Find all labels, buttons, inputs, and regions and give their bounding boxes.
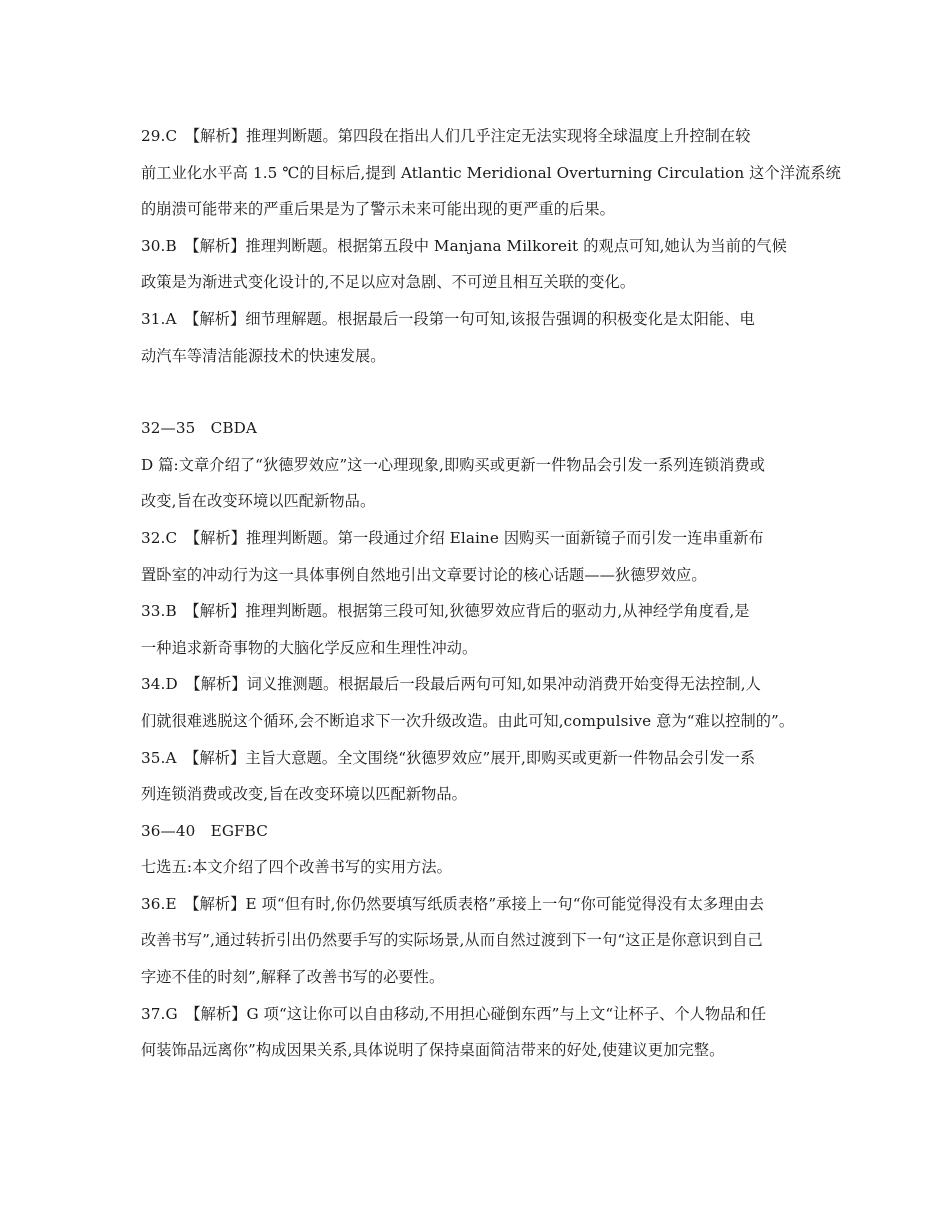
paragraph-q31 [141, 301, 821, 374]
text-line: 们就很难逃脱这个循环,会不断追求下一次升级改造。由此可知,compulsive 意为“难以控制的”。 [141, 711, 795, 730]
text-line: 动汽车等清洁能源技术的快速发展。 [141, 346, 386, 365]
text-line: D 篇:文章介绍了“狄德罗效应”这一心理现象,即购买或更新一件物品会引发一系列连锁消费或 [141, 455, 766, 474]
paragraph-q33 [141, 593, 821, 666]
text-line: 30.B 【解析】推理判断题。根据第五段中 Manjana Milkoreit 的观点可知,她认为当前的气候 [141, 236, 787, 255]
paragraph-passageD [141, 447, 821, 520]
text-line: 35.A 【解析】主旨大意题。全文围绕“狄德罗效应”展开,即购买或更新一件物品会引发一系 [141, 748, 756, 767]
text-line: 37.G 【解析】G 项“这让你可以自由移动,不用担心碰倒东西”与上文“让杯子、个人物品和任 [141, 1004, 767, 1023]
paragraph-q30 [141, 228, 821, 301]
paragraph-q37 [141, 996, 821, 1069]
text-line: 34.D 【解析】词义推测题。根据最后一段最后两句可知,如果冲动消费开始变得无法控制,人 [141, 675, 761, 694]
text-line: 置卧室的冲动行为这一具体事例自然地引出文章要讨论的核心话题——狄德罗效应。 [141, 565, 707, 584]
text-line: 列连锁消费或改变,旨在改变环境以匹配新物品。 [141, 785, 467, 804]
text-line: 政策是为渐进式变化设计的,不足以应对急剧、不可逆且相互关联的变化。 [141, 273, 636, 292]
text-line: 32—35 CBDA [141, 419, 257, 438]
paragraph-ans32 [141, 410, 821, 447]
text-line: 字迹不佳的时刻”,解释了改善书写的必要性。 [141, 968, 445, 987]
paragraph-q34 [141, 666, 821, 739]
text-line: 一种追求新奇事物的大脑化学反应和生理性冲动。 [141, 638, 478, 657]
text-line: 31.A 【解析】细节理解题。根据最后一段第一句可知,该报告强调的积极变化是太阳能、电 [141, 309, 755, 328]
text-line: 36.E 【解析】E 项“但有时,你仍然要填写纸质表格”承接上一句“你可能觉得没有太多理由去 [141, 894, 765, 913]
paragraph-q36 [141, 886, 821, 996]
text-line: 前工业化水平高 1.5 ℃的目标后,提到 Atlantic Meridional Overturning Circulation 这个洋流系统 [141, 163, 841, 182]
text-line: 改变,旨在改变环境以匹配新物品。 [141, 492, 376, 511]
text-line: 33.B 【解析】推理判断题。根据第三段可知,狄德罗效应背后的驱动力,从神经学角度看,是 [141, 602, 750, 621]
paragraph-seven [141, 849, 821, 886]
section-spacer [141, 374, 821, 410]
text-line: 何装饰品远离你”构成因果关系,具体说明了保持桌面简洁带来的好处,使建议更加完整。 [141, 1041, 725, 1060]
text-line: 32.C 【解析】推理判断题。第一段通过介绍 Elaine 因购买一面新镜子而引发一连串重新布 [141, 528, 764, 547]
text-line: 七选五:本文介绍了四个改善书写的实用方法。 [141, 858, 452, 877]
text-line: 的崩溃可能带来的严重后果是为了警示未来可能出现的更严重的后果。 [141, 200, 615, 219]
paragraph-q35 [141, 740, 821, 813]
document-body [141, 118, 841, 1069]
text-line: 36—40 EGFBC [141, 821, 268, 840]
paragraph-q29 [141, 118, 841, 228]
paragraph-q32 [141, 520, 821, 593]
text-line: 29.C 【解析】推理判断题。第四段在指出人们几乎注定无法实现将全球温度上升控制在较 [141, 127, 751, 145]
text-line: 改善书写”,通过转折引出仍然要手写的实际场景,从而自然过渡到下一句“这正是你意识到自己 [141, 931, 763, 950]
paragraph-ans36 [141, 813, 821, 850]
